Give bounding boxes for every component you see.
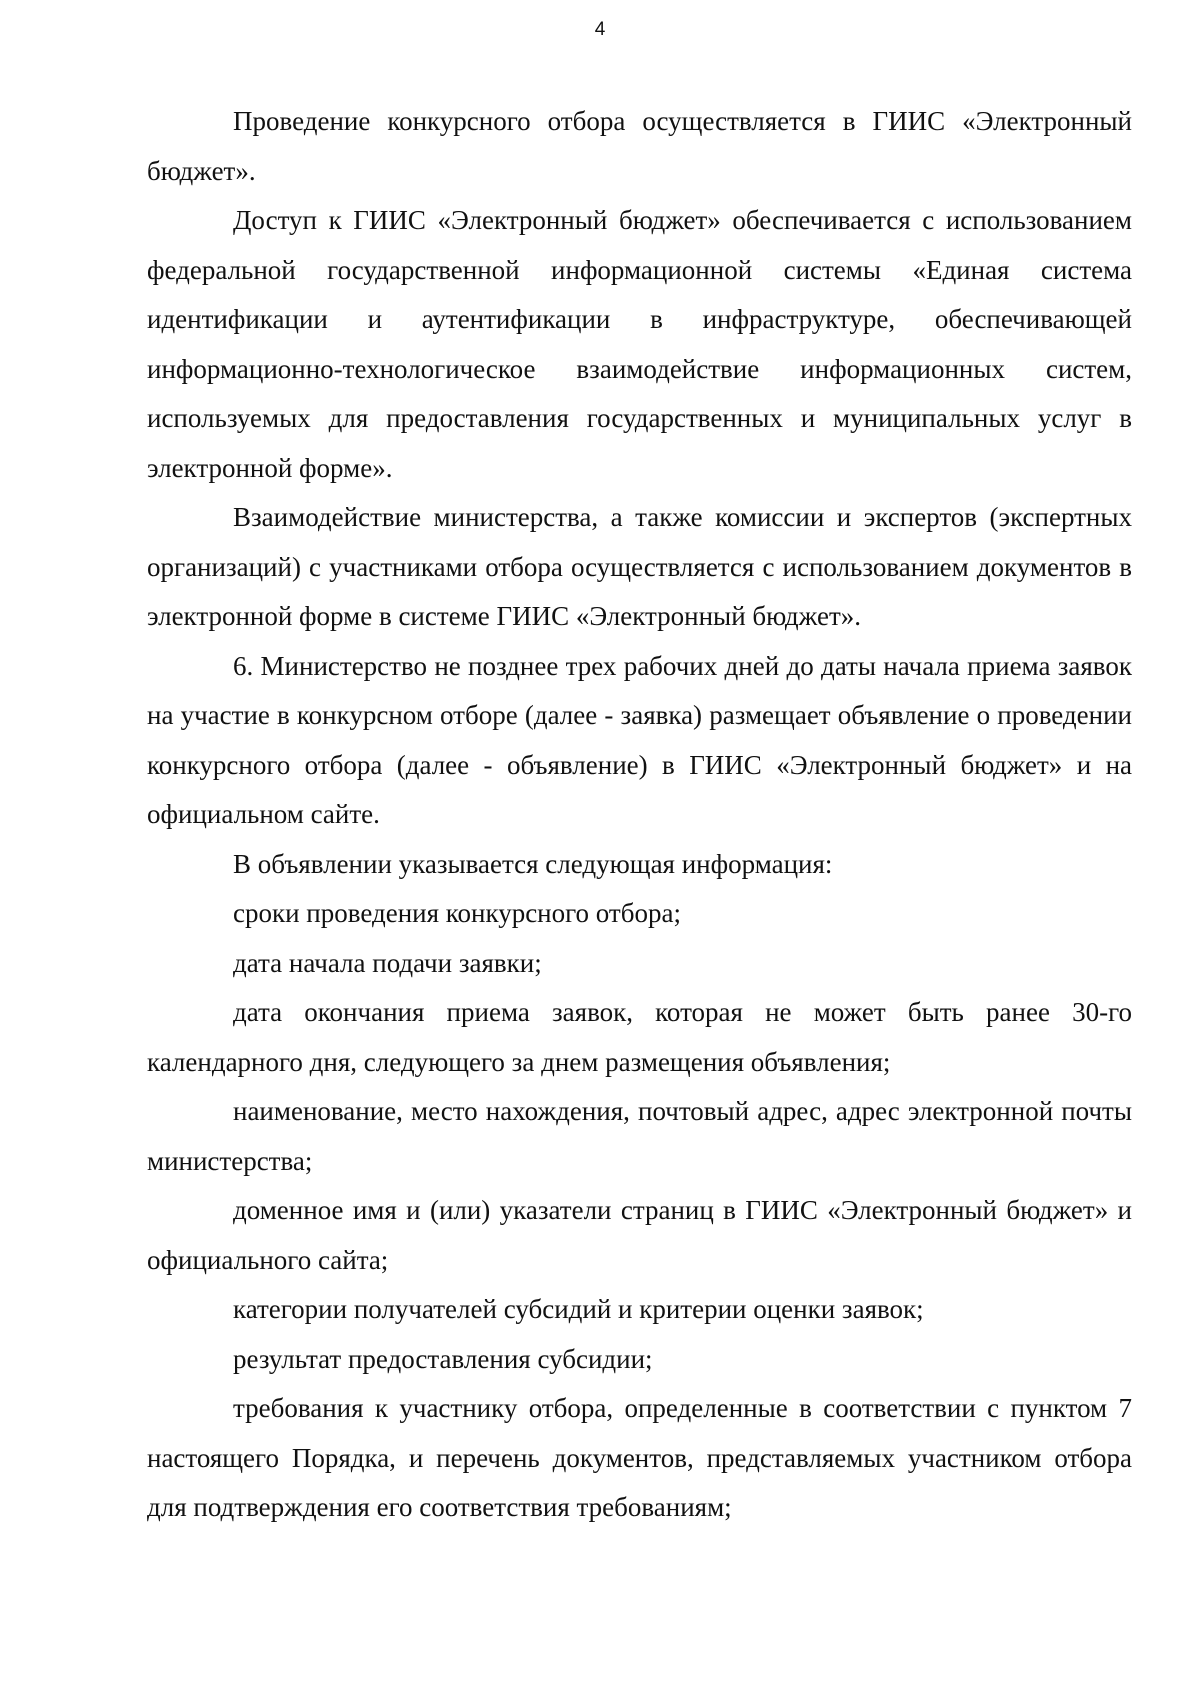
list-item-end-date: дата окончания приема заявок, которая не может быть ранее 30-го календарного дня, следующего за днем размещения объявления;: [147, 997, 1132, 1077]
paragraph-interaction: Взаимодействие министерства, а также комиссии и экспертов (экспертных организаций) с участниками отбора осуществляется с использованием документов в электронной форме в системе ГИИС «Электронный бюджет».: [147, 502, 1132, 631]
list-item-ministry-contacts: наименование, место нахождения, почтовый адрес, адрес электронной почты министерства;: [147, 1096, 1132, 1176]
paragraph-announcement-info: В объявлении указывается следующая информация:: [233, 848, 833, 879]
paragraph-access-esia: Доступ к ГИИС «Электронный бюджет» обеспечивается с использованием федеральной государственной информационной системы «Единая система идентификации и аутентификации в инфраструктуре, обеспечивающей информационно-технологическое взаимодействие информационных систем, используемых для предоставления государственных и муниципальных услуг в электронной форме».: [147, 205, 1132, 483]
list-item-domain-name: доменное имя и (или) указатели страниц в ГИИС «Электронный бюджет» и официального сайта;: [147, 1195, 1132, 1275]
list-item-terms: сроки проведения конкурсного отбора;: [233, 898, 681, 928]
list-item-start-date: дата начала подачи заявки;: [233, 947, 542, 978]
paragraph-giis-selection: Проведение конкурсного отбора осуществляется в ГИИС «Электронный бюджет».: [147, 106, 1132, 186]
document-body: [147, 97, 1132, 1533]
list-item-participant-requirements: требования к участнику отбора, определенные в соответствии с пунктом 7 настоящего Порядка, и перечень документов, представляемых участником отбора для подтверждения его соответствия требованиям;: [147, 1393, 1132, 1522]
list-item-subsidy-result: результат предоставления субсидии;: [233, 1343, 653, 1374]
page-number: 4: [594, 19, 606, 40]
paragraph-item-6: 6. Министерство не позднее трех рабочих дней до даты начала приема заявок на участие в конкурсном отборе (далее - заявка) размещает объявление о проведении конкурсного отбора (далее - объявление) в ГИИС «Электронный бюджет» и на официальном сайте.: [147, 650, 1132, 829]
list-item-categories-criteria: категории получателей субсидий и критерии оценки заявок;: [233, 1294, 924, 1324]
